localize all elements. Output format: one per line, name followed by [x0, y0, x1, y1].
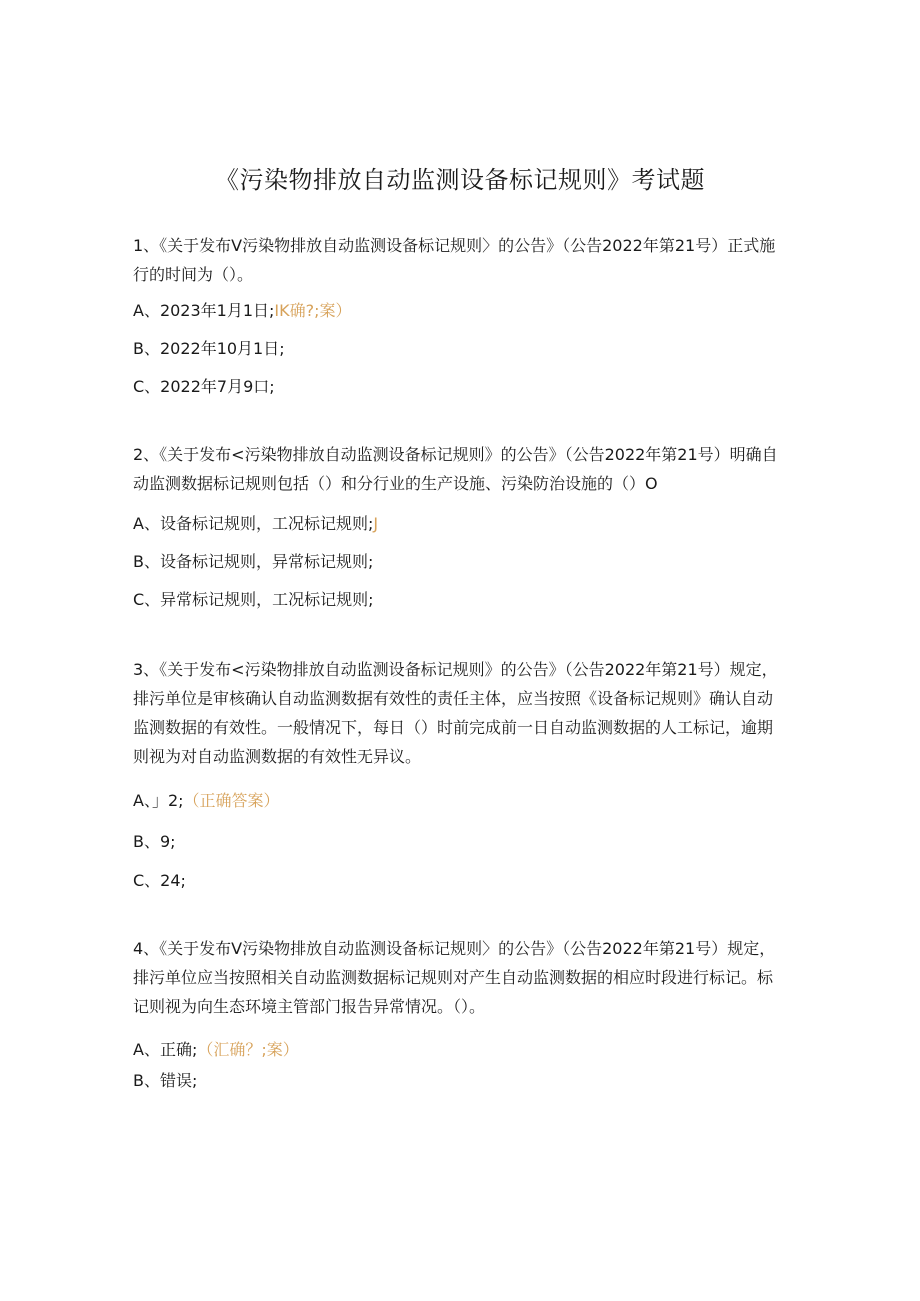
option-text: B、错误;: [133, 1071, 198, 1090]
answer-mark: （汇确？;案）: [197, 1040, 299, 1059]
question-1-option-c: [133, 376, 275, 398]
option-text: A、」2;: [133, 791, 184, 810]
question-3-option-b: [133, 831, 176, 853]
option-text: C、2022年7月9口;: [133, 377, 275, 396]
option-text: B、9;: [133, 832, 176, 851]
question-4-option-a: [133, 1039, 299, 1061]
question-1-option-a: [133, 300, 352, 322]
question-2-option-a: [133, 513, 378, 535]
answer-mark: IK确?;案）: [274, 301, 352, 320]
option-text: A、正确;: [133, 1040, 198, 1059]
question-3-stem: 3、《关于发布<污染物排放自动监测设备标记规则》的公告》（公告2022年第21号）规定，排污单位是审核确认自动监测数据有效性的责任主体，应当按照《设备标记规则》确认自动监测数据的有效性。一般情况下，每日（）时前完成前一日自动监测数据的人工标记，逾期则视为对自动监测数据的有效性无异议。: [133, 660, 778, 766]
question-1-option-b: [133, 338, 285, 360]
question-2-option-c: [133, 589, 374, 611]
page-title: 《污染物排放自动监测设备标记规则》考试题: [215, 166, 705, 194]
answer-mark: J: [373, 514, 379, 533]
question-3-option-c: [133, 870, 186, 892]
option-text: C、异常标记规则，工况标记规则;: [133, 590, 374, 609]
answer-mark: （正确答案）: [183, 791, 280, 810]
question-1-stem: 1、《关于发布Ⅴ污染物排放自动监测设备标记规则〉的公告》（公告2022年第21号）正式施行的时间为（）。: [133, 236, 776, 284]
question-3-option-a: [133, 790, 280, 812]
option-text: B、2022年10月1日;: [133, 339, 285, 358]
question-4-stem: 4、《关于发布Ⅴ污染物排放自动监测设备标记规则〉的公告》（公告2022年第21号）规定，排污单位应当按照相关自动监测数据标记规则对产生自动监测数据的相应时段进行标记。标记则视为向生态环境主管部门报告异常情况。（）。: [133, 939, 776, 1016]
option-text: A、2023年1月1日;: [133, 301, 275, 320]
option-text: C、24;: [133, 871, 186, 890]
question-2-option-b: [133, 551, 373, 573]
question-2-stem: 2、《关于发布<污染物排放自动监测设备标记规则》的公告》（公告2022年第21号）明确自动监测数据标记规则包括（）和分行业的生产设施、污染防治设施的（）O: [133, 445, 778, 493]
option-text: A、设备标记规则，工况标记规则;: [133, 514, 374, 533]
option-text: B、设备标记规则，异常标记规则;: [133, 552, 374, 571]
question-4-option-b: [133, 1070, 197, 1092]
